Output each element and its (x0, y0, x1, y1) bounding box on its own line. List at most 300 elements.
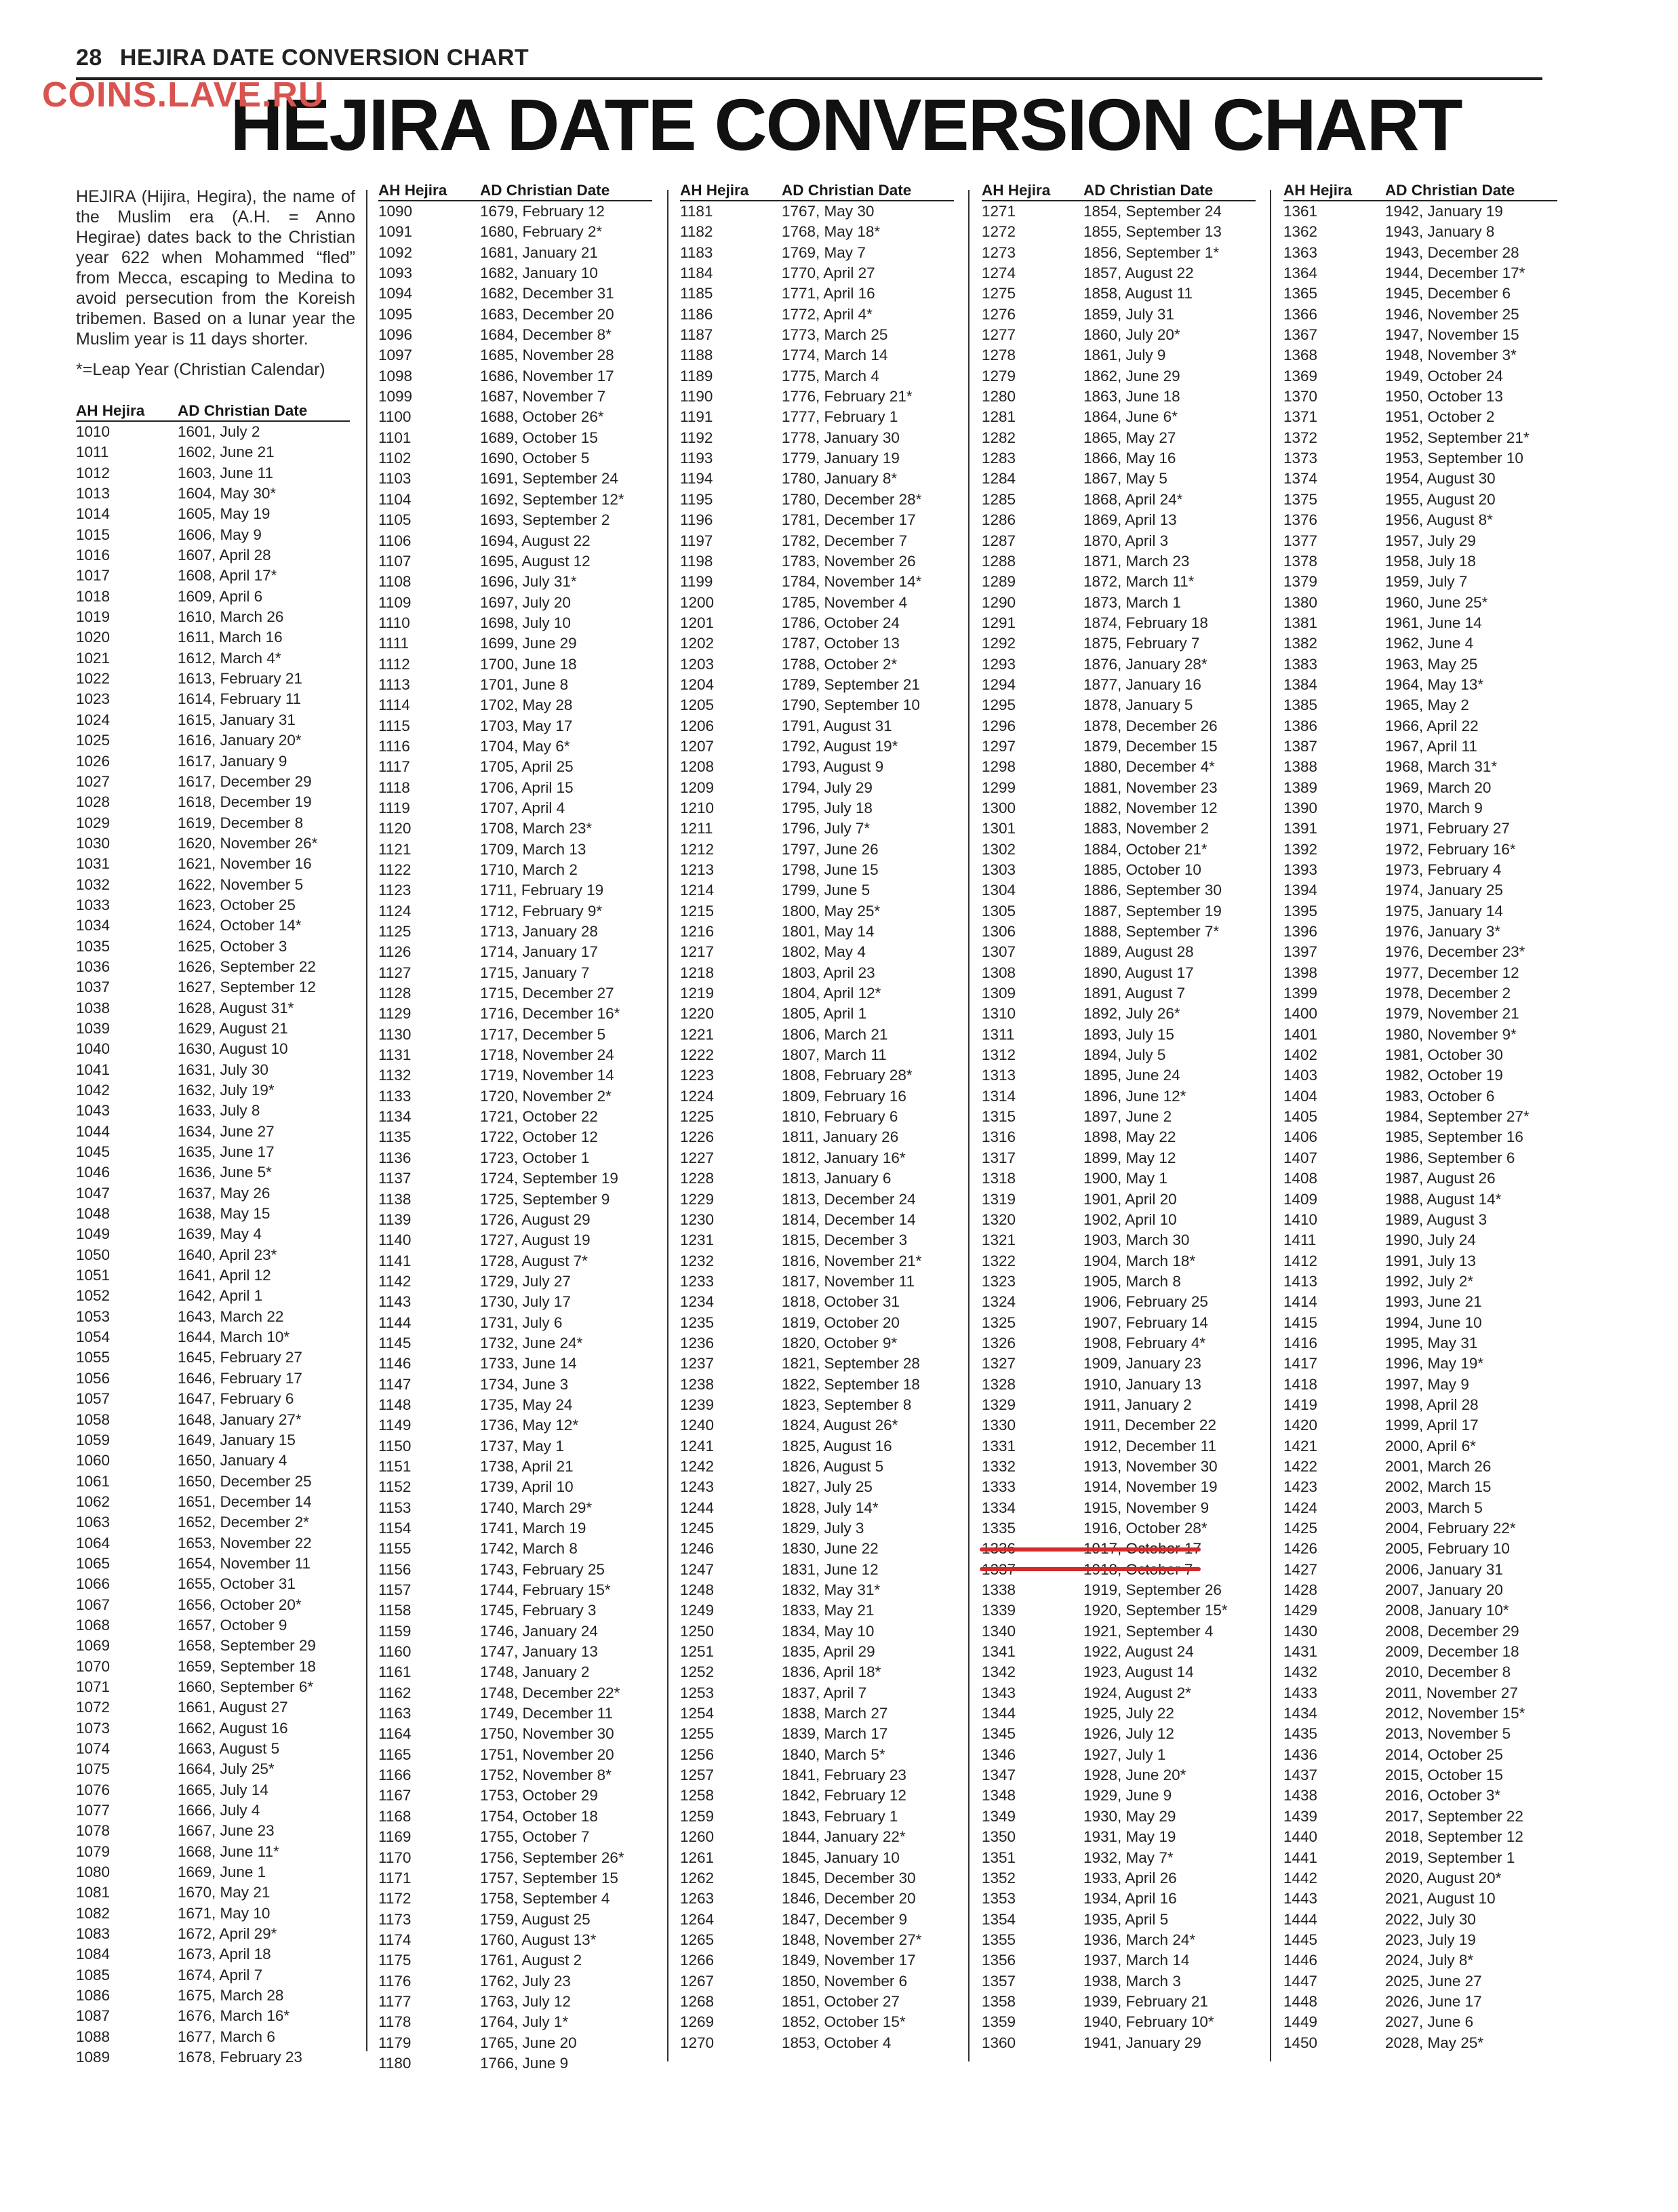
ad-date: 1946, November 25 (1385, 305, 1519, 323)
table-row (680, 1930, 954, 1950)
ad-date: 1966, April 22 (1385, 717, 1479, 734)
ad-date: 1770, April 27 (782, 264, 875, 282)
table-row (982, 1580, 1256, 1600)
table-row (76, 792, 350, 812)
ah-header: AH Hejira (378, 182, 447, 199)
ah-year: 1392 (1283, 840, 1318, 858)
table-row (982, 1251, 1256, 1271)
ah-year: 1186 (680, 305, 713, 323)
ah-year: 1203 (680, 655, 715, 673)
ad-date: 1741, March 19 (480, 1520, 586, 1537)
table-row (680, 222, 954, 242)
ah-year: 1336 (982, 1540, 1016, 1558)
table-row (76, 689, 350, 709)
table-row (680, 1004, 954, 1024)
table-row (76, 1039, 350, 1059)
table-row (982, 1292, 1256, 1312)
table-row (1283, 716, 1557, 736)
ad-date: 1884, October 21* (1083, 840, 1207, 858)
ad-date: 1935, April 5 (1083, 1910, 1169, 1928)
ad-date: 2008, December 29 (1385, 1622, 1519, 1640)
table-row (982, 1457, 1256, 1477)
ad-date: 1825, August 16 (782, 1437, 892, 1455)
ad-date: 1874, February 18 (1083, 614, 1208, 631)
conversion-column-5 (1283, 181, 1557, 2053)
ah-year: 1123 (378, 882, 412, 899)
ah-year: 1424 (1283, 1499, 1318, 1516)
table-row (378, 1333, 652, 1354)
table-row (76, 587, 350, 607)
table-row (378, 222, 652, 242)
ad-date: 1845, December 30 (782, 1869, 916, 1887)
ad-date: 2013, November 5 (1385, 1725, 1511, 1743)
ad-date: 1907, February 14 (1083, 1314, 1208, 1331)
ah-year: 1062 (76, 1493, 111, 1510)
ad-date: 1826, August 5 (782, 1457, 884, 1475)
table-row (982, 922, 1256, 942)
ad-date: 2015, October 15 (1385, 1766, 1503, 1784)
table-row (378, 1313, 652, 1333)
table-row (76, 1718, 350, 1739)
ah-year: 1131 (378, 1046, 412, 1064)
ah-year: 1240 (680, 1417, 715, 1434)
ad-date: 1837, April 7 (782, 1684, 867, 1701)
ah-year: 1048 (76, 1205, 111, 1223)
table-row (1283, 1765, 1557, 1785)
table-row (680, 1065, 954, 1086)
ah-year: 1394 (1283, 882, 1318, 899)
ah-year: 1029 (76, 814, 111, 831)
ad-date: 1720, November 2* (480, 1087, 612, 1105)
ad-date: 1694, August 22 (480, 532, 591, 549)
ah-year: 1080 (76, 1863, 111, 1881)
ad-date: 1805, April 1 (782, 1005, 867, 1023)
table-row (76, 1019, 350, 1039)
ad-date: 1924, August 2* (1083, 1684, 1191, 1701)
ad-date: 1759, August 25 (480, 1910, 591, 1928)
ad-date: 1780, January 8* (782, 470, 898, 488)
ad-date: 1934, April 16 (1083, 1890, 1177, 1908)
table-row (1283, 1271, 1557, 1292)
table-row (76, 1636, 350, 1656)
column-header (378, 181, 652, 201)
ad-date: 1893, July 15 (1083, 1025, 1174, 1043)
table-row (1283, 1683, 1557, 1703)
ad-date: 1728, August 7* (480, 1252, 588, 1269)
ah-year: 1294 (982, 675, 1016, 693)
table-row (1283, 1539, 1557, 1559)
ad-date: 2016, October 3* (1385, 1787, 1501, 1804)
ah-year: 1316 (982, 1128, 1016, 1146)
ah-header: AH Hejira (680, 182, 749, 199)
table-row (1283, 654, 1557, 675)
ad-date: 1717, December 5 (480, 1025, 606, 1043)
ah-year: 1094 (378, 285, 413, 302)
ad-date: 1630, August 10 (178, 1040, 288, 1058)
ah-year: 1338 (982, 1581, 1016, 1599)
table-row (982, 1004, 1256, 1024)
ah-year: 1172 (378, 1890, 412, 1908)
ad-date: 1838, March 27 (782, 1705, 888, 1722)
ah-year: 1154 (378, 1520, 412, 1537)
ah-year: 1268 (680, 1992, 715, 2010)
ah-year: 1404 (1283, 1087, 1318, 1105)
ad-date: 1734, June 3 (480, 1375, 569, 1393)
table-row (378, 1498, 652, 1518)
ah-year: 1315 (982, 1108, 1016, 1126)
table-row (378, 1662, 652, 1682)
ah-year: 1134 (378, 1108, 412, 1126)
table-row (1283, 695, 1557, 715)
ad-date: 1919, September 26 (1083, 1581, 1222, 1599)
ad-date: 1628, August 31* (178, 999, 294, 1016)
ah-year: 1118 (378, 778, 410, 796)
ad-date: 2004, February 22* (1385, 1520, 1516, 1537)
ad-date: 1921, September 4 (1083, 1622, 1214, 1640)
ad-date: 1976, December 23* (1385, 943, 1525, 961)
ad-date: 1661, August 27 (178, 1699, 288, 1716)
ad-date: 1852, October 15* (782, 2013, 906, 2031)
ah-year: 1218 (680, 964, 715, 981)
ah-year: 1020 (76, 629, 111, 646)
ah-year: 1115 (378, 717, 410, 734)
table-row (378, 1210, 652, 1230)
ah-year: 1302 (982, 840, 1016, 858)
table-row (1283, 860, 1557, 880)
table-row (982, 325, 1256, 345)
table-row (680, 778, 954, 798)
table-row (378, 1395, 652, 1415)
ad-date: 1996, May 19* (1385, 1355, 1484, 1372)
ah-year: 1158 (378, 1602, 412, 1619)
ah-year: 1291 (982, 614, 1016, 631)
table-row (378, 1992, 652, 2012)
table-row (982, 901, 1256, 922)
table-row (680, 1560, 954, 1580)
ad-date: 1784, November 14* (782, 573, 922, 591)
ah-year: 1036 (76, 957, 111, 975)
ad-date: 1834, May 10 (782, 1622, 875, 1640)
ah-year: 1142 (378, 1272, 412, 1290)
table-row (76, 2027, 350, 2047)
ad-date: 1836, April 18* (782, 1663, 881, 1681)
table-row (1283, 1560, 1557, 1580)
table-row (982, 736, 1256, 757)
table-row (1283, 1662, 1557, 1682)
ah-year: 1433 (1283, 1684, 1318, 1701)
table-row (680, 1333, 954, 1354)
table-row (982, 1477, 1256, 1497)
ah-year: 1024 (76, 711, 111, 728)
ad-date: 1965, May 2 (1385, 696, 1469, 714)
ah-year: 1111 (378, 635, 409, 652)
ad-date: 1748, December 22* (480, 1684, 620, 1701)
ad-date: 1896, June 12* (1083, 1087, 1186, 1105)
ah-year: 1360 (982, 2034, 1016, 2051)
ad-date: 2014, October 25 (1385, 1745, 1503, 1763)
ad-date: 1883, November 2 (1083, 820, 1210, 837)
ad-date: 1606, May 9 (178, 526, 262, 543)
table-row (680, 1045, 954, 1065)
table-row (76, 1821, 350, 1841)
table-row (982, 531, 1256, 551)
ah-year: 1190 (680, 388, 713, 406)
ah-year: 1086 (76, 1987, 111, 2004)
table-row (680, 1621, 954, 1642)
table-row (680, 654, 954, 675)
ad-date: 1609, April 6 (178, 587, 263, 605)
ah-year: 1054 (76, 1328, 111, 1346)
ad-date: 1687, November 7 (480, 388, 606, 406)
ad-date: 1985, September 16 (1385, 1128, 1523, 1146)
table-row (982, 1642, 1256, 1662)
ah-year: 1133 (378, 1087, 412, 1105)
conversion-column-3 (680, 181, 954, 2053)
ad-date: 2007, January 20 (1385, 1581, 1503, 1599)
ad-date: 1906, February 25 (1083, 1293, 1208, 1311)
ah-year: 1343 (982, 1684, 1016, 1701)
ad-date: 1782, December 7 (782, 532, 908, 549)
table-row (680, 1210, 954, 1230)
ad-date: 1968, March 31* (1385, 758, 1498, 776)
table-row (982, 201, 1256, 222)
table-row (1283, 880, 1557, 901)
conversion-column-2 (378, 181, 652, 2074)
ah-year: 1198 (680, 552, 713, 570)
column-header (76, 401, 350, 422)
table-row (1283, 2012, 1557, 2032)
table-row (680, 1848, 954, 1868)
ad-date: 1822, September 18 (782, 1375, 920, 1393)
table-row (378, 675, 652, 695)
ad-date: 1793, August 9 (782, 758, 884, 776)
ah-year: 1399 (1283, 985, 1318, 1002)
ad-date: 1725, September 9 (480, 1190, 610, 1208)
table-row (982, 1889, 1256, 1909)
ah-year: 1071 (76, 1678, 111, 1695)
ad-date: 2005, February 10 (1385, 1540, 1510, 1558)
ah-year: 1383 (1283, 655, 1318, 673)
table-row (1283, 1745, 1557, 1765)
ad-date: 1650, January 4 (178, 1452, 287, 1469)
ad-date: 1651, December 14 (178, 1493, 312, 1510)
ah-year: 1345 (982, 1725, 1016, 1743)
table-row (982, 1271, 1256, 1292)
ah-year: 1060 (76, 1452, 111, 1469)
ah-year: 1100 (378, 408, 412, 426)
ah-header: AH Hejira (982, 182, 1051, 199)
ah-year: 1215 (680, 902, 715, 920)
ah-year: 1279 (982, 367, 1016, 384)
table-row (680, 1539, 954, 1559)
table-row (76, 1286, 350, 1306)
ah-year: 1141 (378, 1252, 412, 1269)
ah-year: 1167 (378, 1787, 412, 1804)
ad-header: AD Christian Date (178, 402, 308, 419)
table-row (680, 345, 954, 366)
ad-date: 1989, August 3 (1385, 1210, 1487, 1228)
ah-year: 1053 (76, 1307, 111, 1325)
ad-date: 1727, August 19 (480, 1231, 591, 1249)
ad-date: 1699, June 29 (480, 635, 577, 652)
ad-date: 1776, February 21* (782, 388, 913, 406)
ad-header: AD Christian Date (480, 182, 610, 199)
ah-year: 1382 (1283, 635, 1318, 652)
ah-year: 1241 (680, 1437, 715, 1455)
ad-date: 1700, June 18 (480, 655, 577, 673)
ad-date: 1876, January 28* (1083, 655, 1207, 673)
ad-date: 1858, August 11 (1083, 285, 1193, 302)
table-row (982, 695, 1256, 715)
table-row (680, 1518, 954, 1539)
ad-date: 1617, January 9 (178, 752, 287, 770)
table-row (982, 1765, 1256, 1785)
ah-year: 1245 (680, 1520, 715, 1537)
ad-date: 1639, May 4 (178, 1225, 262, 1243)
table-row (76, 1492, 350, 1512)
table-row (378, 1065, 652, 1086)
ah-year: 1078 (76, 1822, 111, 1840)
table-row (378, 880, 652, 901)
ad-date: 1953, September 10 (1385, 450, 1523, 467)
ad-date: 1941, January 29 (1083, 2034, 1201, 2051)
ad-date: 2019, September 1 (1385, 1849, 1515, 1866)
ad-date: 1867, May 5 (1083, 470, 1167, 488)
ad-date: 1684, December 8* (480, 326, 612, 344)
ad-date: 1994, June 10 (1385, 1314, 1482, 1331)
ad-date: 1666, July 4 (178, 1802, 260, 1819)
table-row (680, 304, 954, 325)
ah-year: 1361 (1283, 203, 1318, 220)
table-row (378, 1045, 652, 1065)
ad-date: 1790, September 10 (782, 696, 920, 714)
table-row (76, 1450, 350, 1471)
ah-year: 1311 (982, 1025, 1015, 1043)
ah-year: 1376 (1283, 511, 1318, 529)
ah-year: 1272 (982, 223, 1016, 241)
ad-date: 1800, May 25* (782, 902, 881, 920)
ah-year: 1193 (680, 450, 713, 467)
ad-date: 2011, November 27 (1385, 1684, 1518, 1701)
ad-header: AD Christian Date (782, 182, 912, 199)
ad-date: 1736, May 12* (480, 1417, 579, 1434)
ah-year: 1381 (1283, 614, 1318, 631)
table-row (680, 922, 954, 942)
table-row (378, 1375, 652, 1395)
table-row (378, 716, 652, 736)
ad-date: 1890, August 17 (1083, 964, 1194, 981)
conversion-rows (378, 201, 652, 2074)
ah-year: 1283 (982, 450, 1016, 467)
ad-date: 1937, March 14 (1083, 1952, 1190, 1969)
ah-year: 1346 (982, 1745, 1016, 1763)
ad-date: 1807, March 11 (782, 1046, 887, 1064)
ad-date: 1980, November 9* (1385, 1025, 1517, 1043)
ad-date: 1786, October 24 (782, 614, 900, 631)
ah-year: 1047 (76, 1184, 111, 1202)
ad-date: 1988, August 14* (1385, 1190, 1502, 1208)
table-row (76, 1245, 350, 1265)
table-row (76, 1657, 350, 1677)
ah-year: 1391 (1283, 820, 1318, 837)
ah-year: 1384 (1283, 675, 1318, 693)
table-row (982, 469, 1256, 489)
ah-year: 1189 (680, 367, 713, 384)
ad-date: 1977, December 12 (1385, 964, 1519, 981)
ah-year: 1127 (378, 964, 412, 981)
ah-year: 1300 (982, 799, 1016, 816)
table-row (982, 1436, 1256, 1457)
ad-date: 1955, August 20 (1385, 490, 1496, 508)
table-row (378, 428, 652, 448)
ah-year: 1444 (1283, 1910, 1318, 1928)
ah-year: 1450 (1283, 2034, 1318, 2051)
ad-date: 2009, December 18 (1385, 1643, 1519, 1661)
ad-date: 1635, June 17 (178, 1143, 275, 1161)
ad-date: 1898, May 22 (1083, 1128, 1176, 1146)
table-row (680, 983, 954, 1004)
ah-year: 1415 (1283, 1314, 1318, 1331)
ad-date: 1999, April 17 (1385, 1417, 1479, 1434)
ad-date: 1925, July 22 (1083, 1705, 1174, 1722)
table-row (76, 1697, 350, 1718)
ad-date: 1614, February 11 (178, 690, 302, 708)
ad-date: 1933, April 26 (1083, 1869, 1177, 1887)
ah-year: 1025 (76, 732, 111, 749)
table-row (982, 510, 1256, 530)
ah-year: 1407 (1283, 1149, 1318, 1166)
ah-year: 1117 (378, 758, 410, 776)
ad-date: 1797, June 26 (782, 840, 879, 858)
table-row (982, 1518, 1256, 1539)
ad-date: 1744, February 15* (480, 1581, 611, 1599)
table-row (378, 1971, 652, 1992)
ah-year: 1414 (1283, 1293, 1318, 1311)
ad-date: 1715, December 27 (480, 985, 614, 1002)
table-row (1283, 325, 1557, 345)
ah-year: 1369 (1283, 367, 1318, 384)
ah-year: 1042 (76, 1082, 111, 1099)
table-row (982, 613, 1256, 633)
ah-year: 1209 (680, 778, 715, 796)
ad-date: 1696, July 31* (480, 573, 577, 591)
table-row (680, 407, 954, 427)
table-row (1283, 201, 1557, 222)
ah-year: 1370 (1283, 388, 1318, 406)
ah-year: 1063 (76, 1514, 111, 1531)
ad-date: 1640, April 23* (178, 1246, 277, 1263)
ad-date: 1667, June 23 (178, 1822, 275, 1840)
ah-year: 1250 (680, 1622, 715, 1640)
ad-date: 1910, January 13 (1083, 1375, 1201, 1393)
column-divider (1270, 190, 1271, 2061)
table-row (1283, 531, 1557, 551)
ad-date: 1830, June 22 (782, 1540, 879, 1558)
ah-year: 1019 (76, 608, 111, 626)
table-row (76, 1307, 350, 1327)
table-row (1283, 1930, 1557, 1950)
ad-date: 1645, February 27 (178, 1349, 302, 1366)
ad-date: 1969, March 20 (1385, 778, 1492, 796)
table-row (1283, 1004, 1557, 1024)
table-row (378, 1930, 652, 1950)
table-row (378, 1271, 652, 1292)
ah-year: 1204 (680, 675, 715, 693)
table-row (982, 283, 1256, 304)
ad-date: 2006, January 31 (1385, 1560, 1503, 1578)
table-row (1283, 1621, 1557, 1642)
table-row (680, 1580, 954, 1600)
